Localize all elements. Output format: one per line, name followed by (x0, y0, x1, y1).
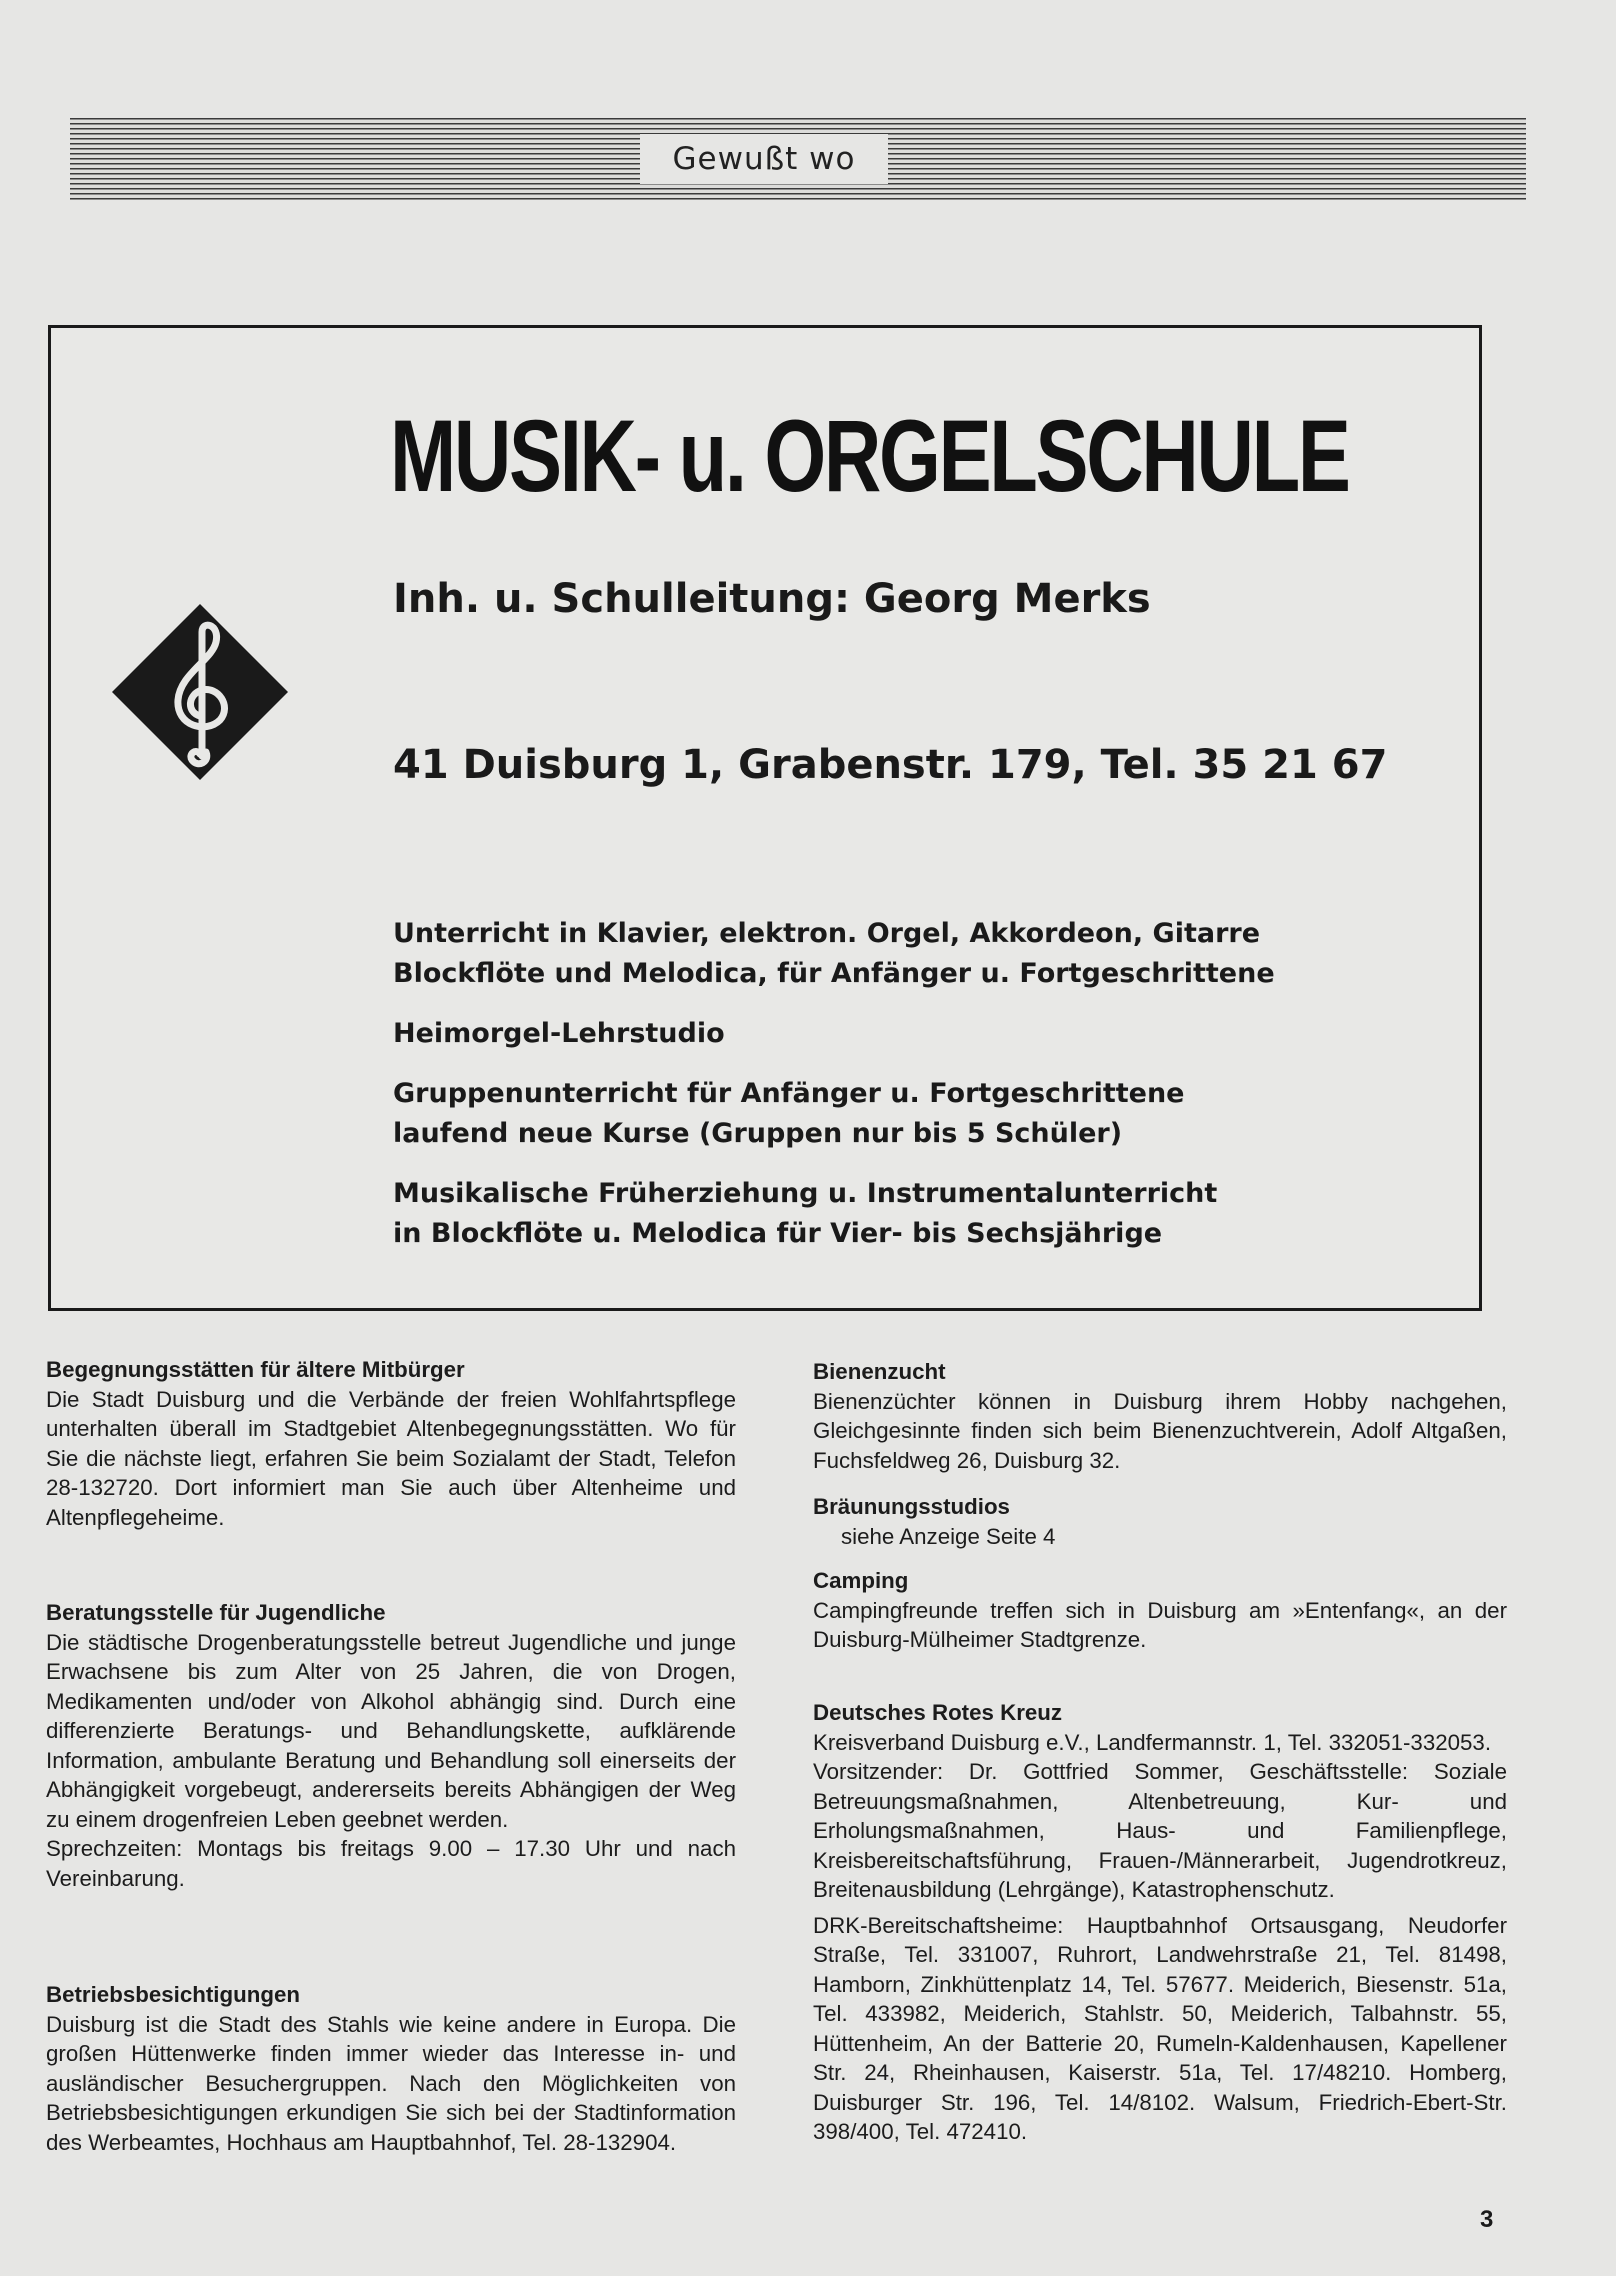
ad-line-early-education: Musikalische Früherziehung u. Instrumentalunterricht (393, 1178, 1218, 1209)
section-title: Beratungsstelle für Jugendliche (46, 1600, 386, 1625)
section-body: Die städtische Drogenberatungsstelle betreut Jugendliche und junge Erwachsene bis zum Alter von 25 Jahren, die von Drogen, Medikamenten und/oder von Alkohol abhängig sind. Durch eine differenzierte Beratungs- und Behandlungskette, aufklärende Information, ambulante Beratung und Behandlung soll einerseits der Abhängigkeit vorgebeugt, andererseits bereits Abhängigen der Weg zu einem drogenfreien Leben geebnet werden. (46, 1629, 736, 1832)
section-body-hours: Sprechzeiten: Montags bis freitags 9.00 – 17.30 Uhr und nach Vereinbarung. (46, 1836, 736, 1891)
ad-owner-line: Inh. u. Schulleitung: Georg Merks (393, 576, 1151, 622)
ad-title: MUSIK- u. ORGELSCHULE (390, 399, 1349, 513)
section-senior-meeting (46, 1355, 736, 1532)
section-youth-counseling (46, 1598, 736, 1893)
section-title: Betriebsbesichtigungen (46, 1982, 300, 2007)
ad-line-groups: Gruppenunterricht für Anfänger u. Fortgeschrittene (393, 1078, 1185, 1109)
section-title: Camping (813, 1568, 909, 1593)
section-body: Die Stadt Duisburg und die Verbände der freien Wohlfahrtspflege unterhalten überall im Stadtgebiet Altenbegegnungsstätten. Wo für Sie die nächste liegt, erfahren Sie beim Sozialamt der Stadt, Telefon 28-132720. Dort informiert man Sie auch über Altenheime und Altenpflegeheime. (46, 1386, 736, 1530)
ad-line-groups-2: laufend neue Kurse (Gruppen nur bis 5 Schüler) (393, 1118, 1123, 1149)
page-number: 3 (1480, 2206, 1494, 2233)
section-body: Kreisverband Duisburg e.V., Landfermannstr. 1, Tel. 332051-332053. (813, 1729, 1492, 1755)
ad-line-lessons-2: Blockflöte und Melodica, für Anfänger u. Fortgeschrittene (393, 958, 1275, 989)
section-body: Bienenzüchter können in Duisburg ihrem Hobby nachgehen, Gleichgesinnte finden sich beim Bienenzuchtverein, Adolf Altgaßen, Fuchsfeldweg 26, Duisburg 32. (813, 1388, 1507, 1473)
section-red-cross (813, 1698, 1507, 2147)
section-body-chairman: Vorsitzender: Dr. Gottfried Sommer, Geschäftsstelle: Soziale Betreuungsmaßnahmen, Altenbetreuung, Kur- und Erholungsmaßnahmen, Haus- und Familienpflege, Kreisbereitschaftsführung, Frauen-/Männerarbeit, Jugendrotkreuz, Breitenausbildung (Lehrgänge), Katastrophenschutz. (813, 1759, 1507, 1902)
ad-line-lessons: Unterricht in Klavier, elektron. Orgel, Akkordeon, Gitarre (393, 918, 1261, 949)
section-body: Campingfreunde treffen sich in Duisburg am »Entenfang«, an der Duisburg-Mülheimer Stadtgrenze. (813, 1597, 1507, 1652)
section-company-visits (46, 1980, 736, 2157)
section-body: Duisburg ist die Stadt des Stahls wie keine andere in Europa. Die großen Hüttenwerke finden immer wieder das Interesse in- und ausländischer Besuchergruppen. Nach den Möglichkeiten von Betriebsbesichtigungen erkundigen Sie sich bei der Stadtinformation des Werbeamtes, Hochhaus am Hauptbahnhof, Tel. 28-132904. (46, 2011, 736, 2155)
section-title: Deutsches Rotes Kreuz (813, 1700, 1063, 1725)
section-title: Bräunungsstudios (813, 1494, 1010, 1519)
section-title: Begegnungsstätten für ältere Mitbürger (46, 1357, 465, 1382)
ad-address-line: 41 Duisburg 1, Grabenstr. 179, Tel. 35 21 67 (393, 742, 1388, 788)
ad-line-studio: Heimorgel-Lehrstudio (393, 1018, 725, 1049)
section-title: Bienenzucht (813, 1359, 946, 1384)
section-camping (813, 1566, 1507, 1655)
treble-clef-icon (110, 602, 290, 782)
section-tanning-studios (813, 1492, 1507, 1551)
section-header-label: Gewußt wo (640, 134, 888, 184)
section-beekeeping (813, 1357, 1507, 1475)
ad-line-early-education-2: in Blockflöte u. Melodica für Vier- bis Sechsjährige (393, 1218, 1163, 1249)
section-body-stations: DRK-Bereitschaftsheime: Hauptbahnhof Ortsausgang, Neudorfer Straße, Tel. 331007, Ruhrort, Landwehrstraße 21, Tel. 81498, Hamborn, Zinkhüttenplatz 14, Tel. 57677. Meiderich, Biesenstr. 51a, Tel. 433982, Meiderich, Stahlstr. 50, Meiderich, Talbahnstr. 55, Hüttenheim, An der Batterie 20, Rumeln-Kaldenhausen, Kapellener Str. 24, Rheinhausen, Kaiserstr. 51a, Tel. 17/48210. Homberg, Duisburger Str. 196, Tel. 14/8102. Walsum, Friedrich-Ebert-Str. 398/400, Tel. 472410. (813, 1912, 1507, 2144)
section-body: siehe Anzeige Seite 4 (841, 1523, 1056, 1549)
